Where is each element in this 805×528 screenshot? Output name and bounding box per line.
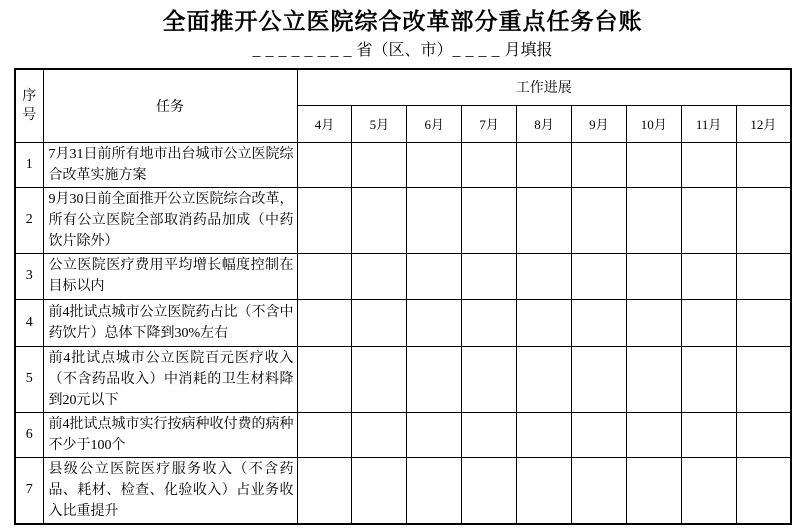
progress-cell-empty xyxy=(626,187,681,253)
progress-cell-empty xyxy=(736,187,791,253)
progress-cell-empty xyxy=(736,299,791,346)
progress-cell-empty xyxy=(407,299,462,346)
progress-cell-empty xyxy=(517,187,572,253)
progress-cell-empty xyxy=(462,187,517,253)
progress-cell-empty xyxy=(681,253,736,299)
progress-cell-empty xyxy=(352,142,407,187)
progress-cell-empty xyxy=(681,187,736,253)
progress-cell-empty xyxy=(626,457,681,524)
progress-cell-empty xyxy=(571,346,626,412)
progress-cell-empty xyxy=(571,412,626,457)
page-title: 全面推开公立医院综合改革部分重点任务台账 xyxy=(162,9,643,34)
progress-cell-empty xyxy=(352,253,407,299)
progress-cell-empty xyxy=(462,299,517,346)
progress-cell-empty xyxy=(681,142,736,187)
row-number: 5 xyxy=(15,346,43,412)
progress-cell-empty xyxy=(407,412,462,457)
task-cell: 前4批试点城市公立医院药占比（不含中药饮片）总体下降到30%左右 xyxy=(43,299,297,346)
progress-cell-empty xyxy=(736,253,791,299)
table-header xyxy=(15,69,791,142)
progress-cell-empty xyxy=(297,412,352,457)
task-cell: 前4批试点城市公立医院百元医疗收入（不含药品收入）中消耗的卫生材料降到20元以下 xyxy=(43,346,297,412)
progress-cell-empty xyxy=(517,346,572,412)
progress-cell-empty xyxy=(517,299,572,346)
column-header-progress: 工作进展 xyxy=(297,69,791,105)
progress-cell-empty xyxy=(297,253,352,299)
table-row xyxy=(15,142,791,187)
progress-cell-empty xyxy=(681,412,736,457)
table-row xyxy=(15,299,791,346)
province-label: 省（区、市） xyxy=(356,42,453,59)
progress-cell-empty xyxy=(407,253,462,299)
progress-cell-empty xyxy=(517,253,572,299)
progress-cell-empty xyxy=(571,457,626,524)
progress-cell-empty xyxy=(517,142,572,187)
progress-cell-empty xyxy=(297,457,352,524)
subtitle-line xyxy=(0,39,805,63)
progress-cell-empty xyxy=(462,346,517,412)
row-number: 2 xyxy=(15,187,43,253)
progress-cell-empty xyxy=(626,299,681,346)
progress-cell-empty xyxy=(736,412,791,457)
table-row xyxy=(15,253,791,299)
table-row xyxy=(15,412,791,457)
month-header-dec: 12月 xyxy=(736,105,791,142)
row-number: 6 xyxy=(15,412,43,457)
progress-cell-empty xyxy=(407,457,462,524)
month-header-jun: 6月 xyxy=(407,105,462,142)
progress-cell-empty xyxy=(297,187,352,253)
progress-cell-empty xyxy=(681,457,736,524)
month-header-sep: 9月 xyxy=(571,105,626,142)
progress-cell-empty xyxy=(626,412,681,457)
progress-cell-empty xyxy=(626,253,681,299)
month-header-oct: 10月 xyxy=(626,105,681,142)
task-ledger-table xyxy=(14,68,792,525)
table-row xyxy=(15,187,791,253)
progress-cell-empty xyxy=(571,187,626,253)
row-number: 1 xyxy=(15,142,43,187)
progress-cell-empty xyxy=(352,346,407,412)
progress-cell-empty xyxy=(462,253,517,299)
progress-cell-empty xyxy=(297,142,352,187)
report-label: 月填报 xyxy=(504,42,553,59)
progress-cell-empty xyxy=(407,346,462,412)
progress-cell-empty xyxy=(517,457,572,524)
column-header-task: 任务 xyxy=(43,69,297,142)
column-header-index: 序号 xyxy=(15,69,43,142)
progress-cell-empty xyxy=(681,299,736,346)
table-row xyxy=(15,457,791,524)
task-cell: 前4批试点城市实行按病种收付费的病种不少于100个 xyxy=(43,412,297,457)
progress-cell-empty xyxy=(352,187,407,253)
task-cell: 县级公立医院医疗服务收入（不含药品、耗材、检查、化验收入）占业务收入比重提升 xyxy=(43,457,297,524)
month-header-aug: 8月 xyxy=(517,105,572,142)
progress-cell-empty xyxy=(352,457,407,524)
table-body xyxy=(15,142,791,524)
row-number: 4 xyxy=(15,299,43,346)
progress-cell-empty xyxy=(681,346,736,412)
header-row-progress xyxy=(15,69,791,105)
progress-cell-empty xyxy=(626,142,681,187)
progress-cell-empty xyxy=(626,346,681,412)
progress-cell-empty xyxy=(297,346,352,412)
month-header-apr: 4月 xyxy=(297,105,352,142)
progress-cell-empty xyxy=(462,142,517,187)
task-cell: 7月31日前所有地市出台城市公立医院综合改革实施方案 xyxy=(43,142,297,187)
progress-cell-empty xyxy=(736,346,791,412)
progress-cell-empty xyxy=(571,142,626,187)
progress-cell-empty xyxy=(407,142,462,187)
progress-cell-empty xyxy=(297,299,352,346)
progress-cell-empty xyxy=(352,299,407,346)
table-row xyxy=(15,346,791,412)
task-cell: 9月30日前全面推开公立医院综合改革，所有公立医院全部取消药品加成（中药饮片除外） xyxy=(43,187,297,253)
progress-cell-empty xyxy=(462,412,517,457)
task-cell: 公立医院医疗费用平均增长幅度控制在目标以内 xyxy=(43,253,297,299)
month-header-nov: 11月 xyxy=(681,105,736,142)
row-number: 3 xyxy=(15,253,43,299)
month-blank-line: ____ xyxy=(452,42,505,59)
progress-cell-empty xyxy=(571,253,626,299)
progress-cell-empty xyxy=(571,299,626,346)
progress-cell-empty xyxy=(462,457,517,524)
progress-cell-empty xyxy=(407,187,462,253)
province-blank-line: ________ xyxy=(252,42,357,59)
progress-cell-empty xyxy=(352,412,407,457)
row-number: 7 xyxy=(15,457,43,524)
month-header-jul: 7月 xyxy=(462,105,517,142)
progress-cell-empty xyxy=(736,142,791,187)
month-header-may: 5月 xyxy=(352,105,407,142)
progress-cell-empty xyxy=(736,457,791,524)
progress-cell-empty xyxy=(517,412,572,457)
